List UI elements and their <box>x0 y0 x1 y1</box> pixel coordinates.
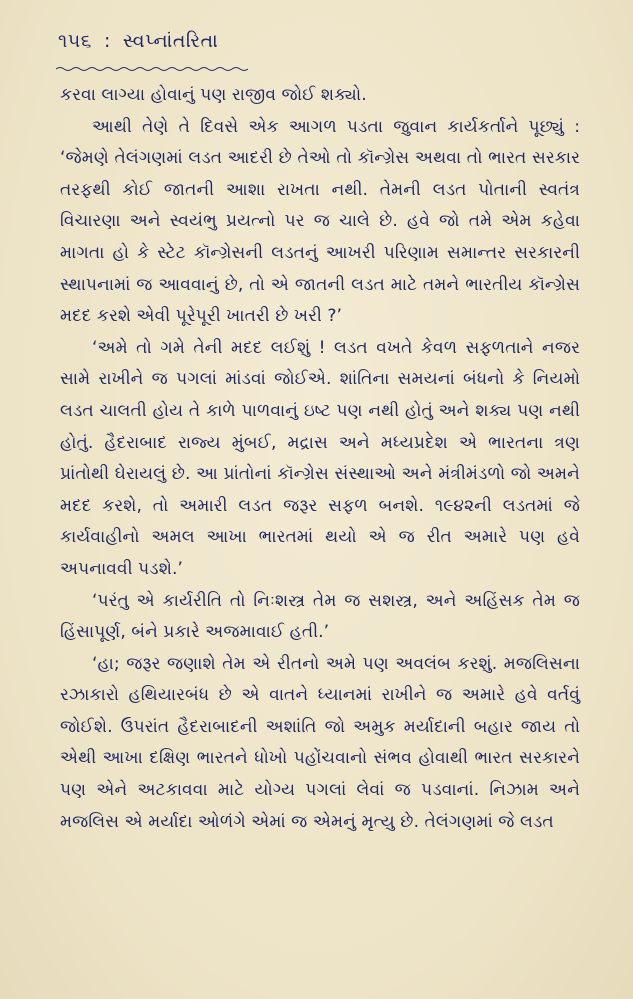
wavy-rule-icon <box>56 66 248 72</box>
header-separator: : <box>103 30 111 52</box>
paragraph-2: આથી તેણે તે દિવસે એક આગળ પડતા જુવાન કાર્યકર્તાને પૂછ્યું : ‘જેમણે તેલંગણમાં લડત આદરી છે તેઓ તો કૉન્ગ્રેસ અથવા તો ભારત સરકાર તરફથી કોઈ જાતની આશા રાખતા નથી. તેમની લડત પોતાની સ્વતંત્ર વિચારણા અને સ્વયંભુ પ્રયત્નો પર જ ચાલે છે. હવે જો તમે એમ કહેવા માગતા હો કે સ્ટેટ કૉન્ગ્રેસની લડતનું આખરી પરિણામ સમાન્તર સરકારની સ્થાપનામાં જ આવવાનું છે, તો એ જાતની લડત માટે તમને ભારતીય કૉન્ગ્રેસ મદદ કરશે એવી પૂરેપૂરી ખાતરી છે ખરી ?’ <box>60 116 580 327</box>
paragraph-4: ‘પરંતુ એ કાર્યરીતિ તો નિઃશસ્ત્ર તેમ જ સશસ્ત્ર, અને અહિંસક તેમ જ હિંસાપૂર્ણ, બંને પ્રકારે અજમાવાઈ હતી.’ <box>60 590 580 643</box>
paragraph-1: કરવા લાગ્યા હોવાનું પણ રાજીવ જોઈ શક્યો. <box>60 85 367 105</box>
running-title: સ્વપ્નાંતરિતા <box>122 30 219 52</box>
page-number: ૧૫૬ <box>58 30 92 52</box>
page-header <box>58 30 218 52</box>
paragraph-5: ‘હા; જરૂર જણાશે તેમ એ રીતનો અમે પણ અવલંબ કરશું. મજલિસના રઝાકારો હથિયારબંધ છે એ વાતને ધ્યાનમાં રાખીને જ અમારે હવે વર્તવું જોઈશે. ઉપરાંત હૈદરાબાદની અશાંતિ જો અમુક મર્યાદાની બહાર જાય તો એથી આખા દક્ષિણ ભારતને ધોખો પહોંચવાનો સંભવ હોવાથી ભારત સરકારને પણ એને અટકાવવા માટે યોગ્ય પગલાં લેવાં જ પડવાનાં. નિઝામ અને મજલિસ એ મર્યાદા ઓળંગે એમાં જ એમનું મૃત્યુ છે. તેલંગણમાં જે લડત <box>60 653 580 832</box>
body-text <box>60 80 580 838</box>
paragraph-3: ‘અમે તો ગમે તેની મદદ લઈશું ! લડત વખતે કેવળ સફળતાને નજર સામે રાખીને જ પગલાં માંડવાં જોઈએ. શાંતિના સમયનાં બંધનો કે નિયમો લડત ચાલતી હોય તે કાળે પાળવાનું ઇષ્ટ પણ નથી હોતું અને શક્ય પણ નથી હોતું. હૈદરાબાદ રાજ્ય મુંબઈ, મદ્રાસ અને મધ્યપ્રદેશ એ ભારતના ત્રણ પ્રાંતોથી ઘેરાયલું છે. આ પ્રાંતોનાં કૉન્ગ્રેસ સંસ્થાઓ અને મંત્રીમંડળો જો અમને મદદ કરશે, તો અમારી લડત જરૂર સફળ બનશે. ૧૯૪૨ની લડતમાં જે કાર્યવાહીનો અમલ આખા ભારતમાં થયો એ જ રીત અમારે પણ હવે અપનાવવી પડશે.’ <box>60 337 580 579</box>
